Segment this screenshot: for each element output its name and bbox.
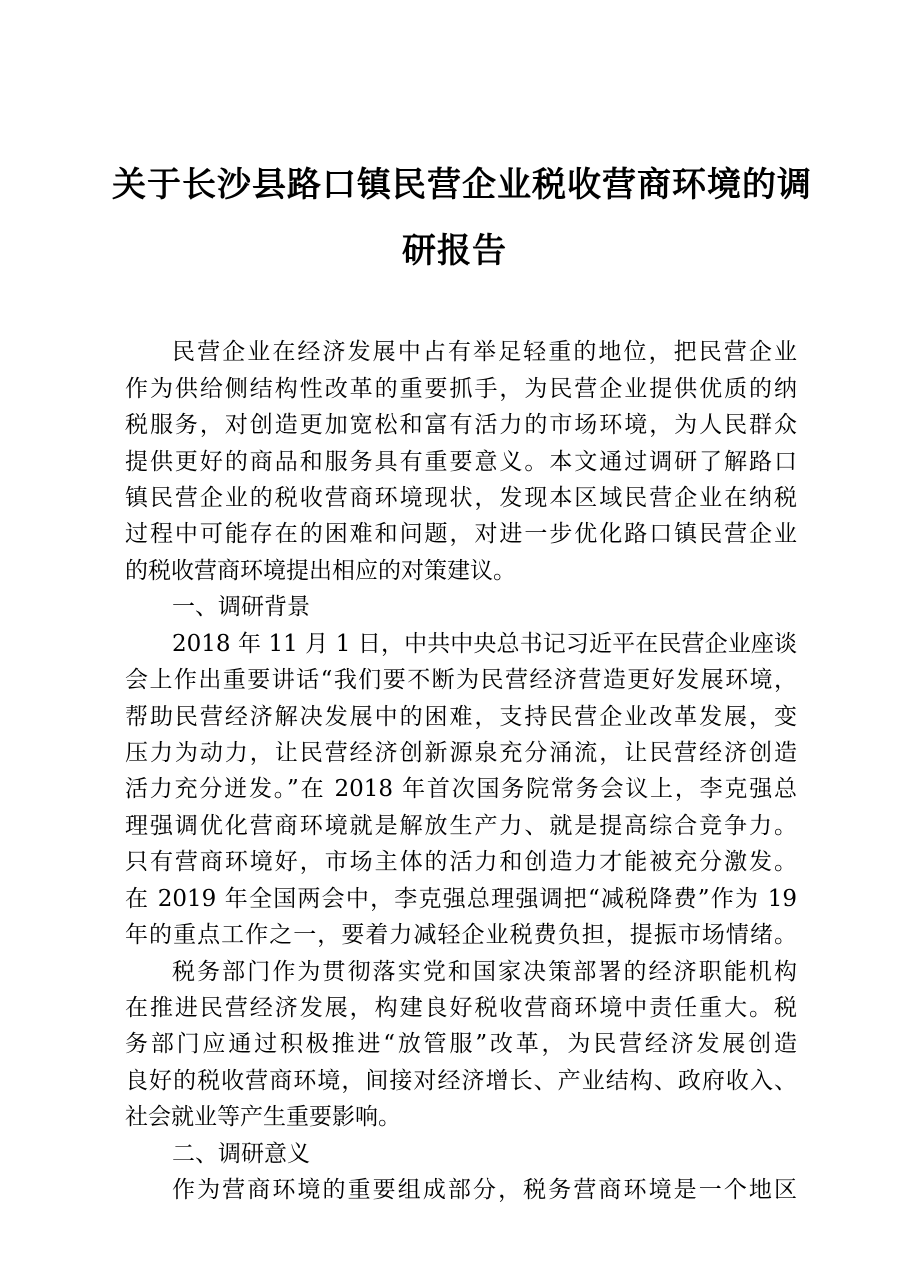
body-line: 务部门应通过积极推进“放管服”改革，为民营经济发展创造 bbox=[125, 1031, 797, 1057]
section-heading-background: 一、调研背景 bbox=[172, 594, 310, 620]
body-line: 提供更好的商品和服务具有重要意义。本文通过调研了解路口 bbox=[125, 449, 797, 475]
document-title-line-1: 关于长沙县路口镇民营企业税收营商环境的调 bbox=[112, 165, 812, 205]
body-line: 良好的税收营商环境，间接对经济增长、产业结构、政府收入、 bbox=[125, 1068, 797, 1094]
body-line: 在推进民营经济发展，构建良好税收营商环境中责任重大。税 bbox=[125, 995, 797, 1021]
body-line: 只有营商环境好，市场主体的活力和创造力才能被充分激发。 bbox=[125, 849, 797, 875]
body-line: 压力为动力，让民营经济创新源泉充分涌流，让民营经济创造 bbox=[125, 740, 797, 766]
document-title-line-2: 研报告 bbox=[402, 231, 507, 271]
body-line: 理强调优化营商环境就是解放生产力、就是提高综合竞争力。 bbox=[125, 813, 797, 839]
body-line: 活力充分迸发。”在 2018 年首次国务院常务会议上，李克强总 bbox=[125, 776, 797, 802]
body-line: 在 2019 年全国两会中，李克强总理强调把“减税降费”作为 19 bbox=[125, 886, 797, 912]
body-line: 税服务，对创造更加宽松和富有活力的市场环境，为人民群众 bbox=[125, 412, 797, 438]
body-line: 作为供给侧结构性改革的重要抓手，为民营企业提供优质的纳 bbox=[125, 376, 797, 402]
body-line: 民营企业在经济发展中占有举足轻重的地位，把民营企业 bbox=[172, 339, 797, 365]
body-line: 年的重点工作之一，要着力减轻企业税费负担，提振市场情绪。 bbox=[125, 922, 797, 948]
body-line: 社会就业等产生重要影响。 bbox=[125, 1104, 401, 1130]
body-line: 的税收营商环境提出相应的对策建议。 bbox=[125, 558, 516, 584]
body-line: 会上作出重要讲话“我们要不断为民营经济营造更好发展环境， bbox=[125, 667, 797, 693]
body-line: 税务部门作为贯彻落实党和国家决策部署的经济职能机构 bbox=[172, 959, 797, 985]
body-line: 作为营商环境的重要组成部分，税务营商环境是一个地区 bbox=[172, 1177, 797, 1203]
body-line: 帮助民营经济解决发展中的困难，支持民营企业改革发展，变 bbox=[125, 704, 797, 730]
body-line: 2018 年 11 月 1 日，中共中央总书记习近平在民营企业座谈 bbox=[172, 631, 797, 657]
section-heading-significance: 二、调研意义 bbox=[172, 1141, 310, 1167]
body-line: 过程中可能存在的困难和问题，对进一步优化路口镇民营企业 bbox=[125, 521, 797, 547]
body-line: 镇民营企业的税收营商环境现状，发现本区域民营企业在纳税 bbox=[125, 485, 797, 511]
